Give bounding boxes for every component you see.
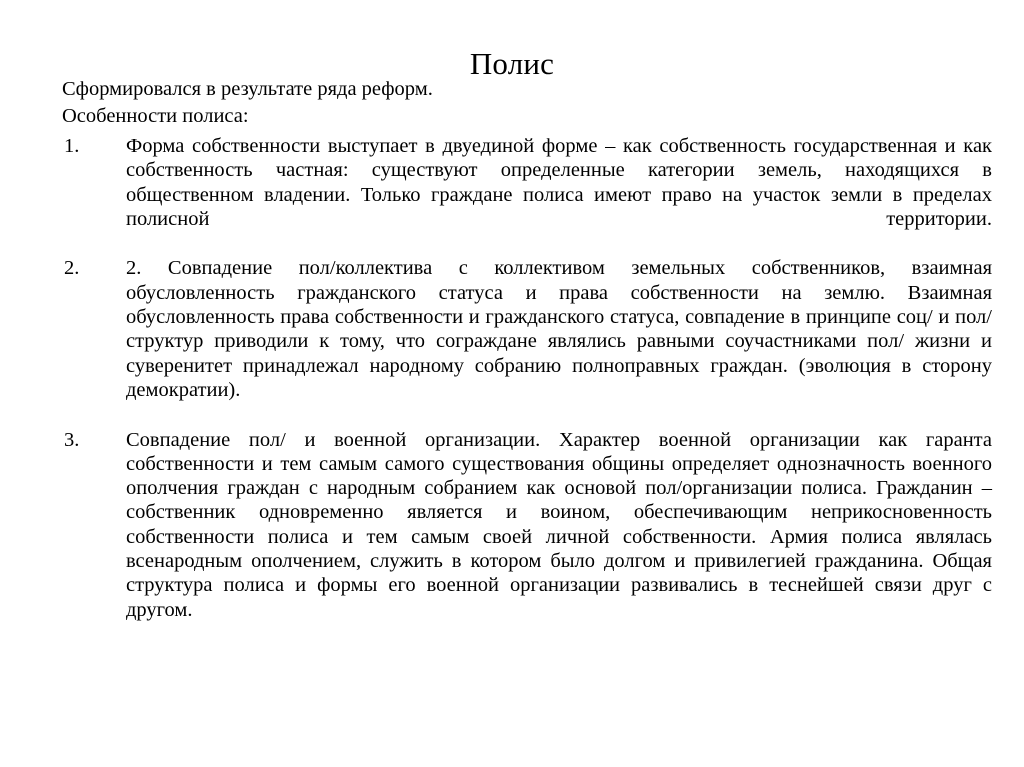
lead-paragraph-2: Особенности полиса: — [62, 105, 249, 127]
slide-title: Полис — [469, 45, 555, 81]
features-list — [62, 134, 992, 646]
slide-body — [62, 76, 992, 647]
list-item-marker: 1. — [64, 135, 80, 157]
list-item-text: Форма собственности выступает в двуединой форме – как собственность государственная и как собственность частная: существуют определенные категории земель, находящихся в общественном владении. Только граждане полиса имеют право на участок земли в пределах полисной территории. — [126, 135, 992, 230]
list-item — [62, 256, 992, 426]
list-item — [62, 134, 992, 255]
list-item — [62, 428, 992, 647]
list-item-text: 2. Совпадение пол/коллектива с коллективом земельных собственников, взаимная обусловленность гражданского статуса и права собственности на землю. Взаимная обусловленность права собственности и гражданского статуса, совпадение в принципе соц/ и пол/структур приводили к тому, что сограждане являлись равными соучастниками пол/ жизни и суверенитет принадлежал народному собранию полноправных граждан. (эволюция в сторону демократии). — [126, 257, 992, 401]
lead-paragraph-1: Сформировался в результате ряда реформ. — [62, 78, 433, 100]
list-item-marker: 3. — [64, 428, 80, 451]
list-item-marker: 2. — [64, 257, 80, 280]
list-item-text: Совпадение пол/ и военной организации. Характер военной организации как гаранта собственности и тем самым самого существования общины определяет однозначность военного ополчения граждан с народным собранием как основой пол/организации полиса. Гражданин – собственник одновременно является и воином, обеспечивающим неприкосновенность собственности полиса и тем самым своей личной собственности. Армия полиса являлась всенародным ополчением, служить в котором было долгом и привилегией гражданина. Общая структура полиса и формы его военной организации развивались в теснейшей связи друг с другом. — [126, 428, 992, 621]
